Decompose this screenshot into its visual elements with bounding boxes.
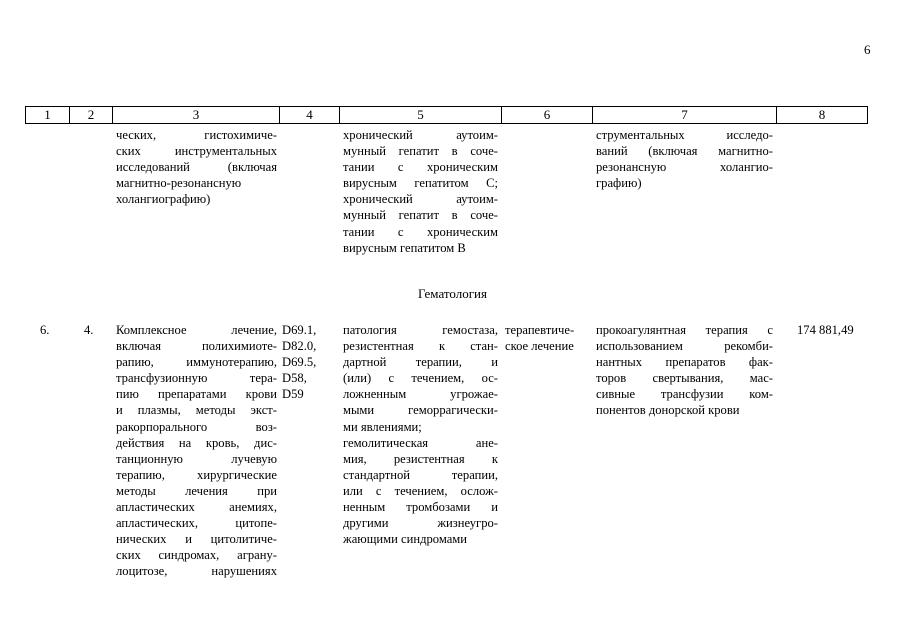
header-col-7: 7 <box>592 106 777 124</box>
line: ских синдромах, аграну- <box>116 548 277 563</box>
line: стандартной терапии, <box>343 467 498 482</box>
line: сивные трансфузии ком- <box>596 387 773 402</box>
header-col-1: 1 <box>25 106 70 124</box>
section-title: Гематология <box>418 286 487 301</box>
line: Комплексное лечение, <box>116 323 277 337</box>
row6-col8-cost: 174 881,49 <box>797 323 854 337</box>
line: жающими синдромами <box>343 532 468 547</box>
line: трансфузионную тера- <box>116 371 277 386</box>
row6-col7-treatment-method <box>596 322 773 419</box>
line: нантных препаратов фак- <box>596 355 773 370</box>
icd-code: D59 <box>282 387 304 402</box>
line: мия, резистентная к <box>343 451 498 466</box>
row6-col5-diagnosis <box>343 322 498 547</box>
continued-col5 <box>343 127 498 256</box>
header-col-2: 2 <box>69 106 113 124</box>
line: тании с хроническим <box>343 224 498 239</box>
line: ческих, гистохимиче- <box>116 128 277 142</box>
line: вирусным гепатитом С; <box>343 176 498 191</box>
page-number: 6 <box>864 42 871 57</box>
header-col-4: 4 <box>279 106 340 124</box>
header-col-5: 5 <box>339 106 502 124</box>
header-col-8: 8 <box>776 106 868 124</box>
line: понентов донорской крови <box>596 403 740 418</box>
line: магнитно-резонансную <box>116 176 242 191</box>
line: терапию, хирургические <box>116 467 277 482</box>
line: дартной терапии, и <box>343 355 498 370</box>
line: апластических анемиях, <box>116 500 277 515</box>
line: прокоагулянтная терапия с <box>596 323 773 337</box>
line: ми явлениями; <box>343 419 422 434</box>
line: использованием рекомби- <box>596 339 773 354</box>
line: лоцитозе, нарушениях <box>116 564 277 579</box>
line: хронический аутоим- <box>343 128 498 142</box>
line: графию) <box>596 176 642 191</box>
line: струментальных исследо- <box>596 128 773 142</box>
line: включая полихимиоте- <box>116 339 277 354</box>
line: ракорпорального воз- <box>116 419 277 434</box>
line: нических и цитолитиче- <box>116 532 277 547</box>
line: методы лечения при <box>116 483 277 498</box>
line: исследований (включая <box>116 160 277 175</box>
header-col-3: 3 <box>112 106 280 124</box>
line: другими жизнеугро- <box>343 516 498 531</box>
line: рапию, иммунотерапию, <box>116 355 277 370</box>
line: вирусным гепатитом В <box>343 240 466 255</box>
line: терапевтиче- <box>505 323 575 337</box>
line: действия на кровь, дис- <box>116 435 277 450</box>
line: тании с хроническим <box>343 160 498 175</box>
row-number: 6. <box>40 323 50 337</box>
line: и плазмы, методы экст- <box>116 403 277 418</box>
line: мунный гепатит в соче- <box>343 144 498 159</box>
icd-code: D69.1, <box>282 323 317 337</box>
continued-col7 <box>596 127 773 191</box>
row6-col3-method <box>116 322 277 580</box>
line: мунный гепатит в соче- <box>343 208 498 223</box>
line: ненным тромбозами и <box>343 500 498 515</box>
line: резистентная к стан- <box>343 339 498 354</box>
line: или с течением, ослож- <box>343 483 498 498</box>
row-subnumber: 4. <box>84 323 94 337</box>
icd-code: D82.0, <box>282 339 317 354</box>
line: патология гемостаза, <box>343 323 498 337</box>
line: (или) с течением, ос- <box>343 371 498 386</box>
continued-col3 <box>116 127 277 207</box>
line: ское лечение <box>505 339 574 354</box>
header-col-6: 6 <box>501 106 593 124</box>
line: ваний (включая магнитно- <box>596 144 773 159</box>
line: гемолитическая ане- <box>343 435 498 450</box>
line: апластических, цитопе- <box>116 516 277 531</box>
line: танционную лучевую <box>116 451 277 466</box>
line: ских инструментальных <box>116 144 277 159</box>
line: пию препаратами крови <box>116 387 277 402</box>
row6-col6-treatment-type <box>505 322 574 354</box>
line: ложненным угрожае- <box>343 387 498 402</box>
line: хронический аутоим- <box>343 192 498 207</box>
line: мыми геморрагически- <box>343 403 498 418</box>
line: торов свертывания, мас- <box>596 371 773 386</box>
line: холангиографию) <box>116 192 211 207</box>
icd-code: D69.5, <box>282 355 317 370</box>
icd-code: D58, <box>282 371 307 386</box>
line: резонансную холангио- <box>596 160 773 175</box>
row6-col4-codes <box>282 322 316 402</box>
